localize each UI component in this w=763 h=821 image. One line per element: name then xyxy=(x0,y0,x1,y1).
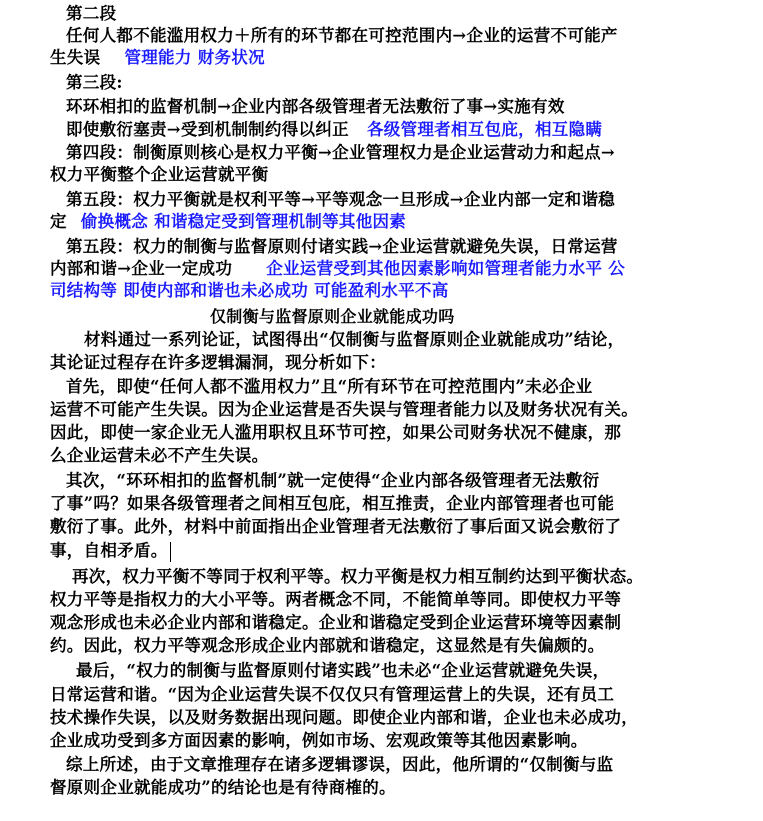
essay-line: 综上所述，由于文章推理存在诸多逻辑谬误，因此，他所谓的“仅制衡与监 xyxy=(66,755,614,774)
note-text: 定 xyxy=(50,212,67,231)
essay-line: 督原则企业就能成功”的结论也是有待商榷的。 xyxy=(50,778,396,797)
note-line xyxy=(50,211,406,233)
note-heading-3: 第三段: xyxy=(66,73,123,92)
note-line: 第五段：权力平衡就是权利平等→平等观念一旦形成→企业内部一定和谐稳 xyxy=(66,190,616,209)
text-cursor xyxy=(170,542,172,562)
essay-line: 了事”吗？如果各级管理者之间相互包庇，相互推责，企业内部管理者也可能 xyxy=(50,494,615,513)
note-line: 第四段：制衡原则核心是权力平衡→企业管理权力是企业运营动力和起点→ xyxy=(66,143,616,162)
essay-line: 么企业运营未必不产生失误。 xyxy=(50,446,269,465)
note-line: 权力平衡整个企业运营就平衡 xyxy=(50,165,269,184)
note-annotation: 各级管理者相互包庇，相互隐瞒 xyxy=(366,120,603,139)
essay-line: 因此，即使一家企业无人滥用职权且环节可控，如果公司财务状况不健康，那 xyxy=(50,423,622,442)
essay-line: 技术操作失误，以及财务数据出现问题。即使企业内部和谐，企业也未必成功， xyxy=(50,708,638,727)
essay-line: 日常运营和谐。“因为企业运营失误不仅仅只有管理运营上的失误，还有员工 xyxy=(50,685,615,704)
essay-line: 运营不可能产生失误。因为企业运营是否失误与管理者能力以及财务状况有关。 xyxy=(50,400,638,419)
essay-line: 其论证过程存在许多逻辑漏洞，现分析如下： xyxy=(50,353,386,372)
note-annotation: 管理能力 财务状况 xyxy=(124,48,265,67)
note-line xyxy=(50,258,625,280)
note-heading-2: 第二段 xyxy=(66,4,117,23)
note-annotation: 企业运营受到其他因素影响如管理者能力水平 公 xyxy=(266,259,626,278)
essay-line: 首先，即使“任何人都不滥用权力”且“所有环节在可控范围内”未必企业 xyxy=(66,377,593,396)
note-annotation: 司结构等 即使内部和谐也未必成功 可能盈利水平不高 xyxy=(50,281,449,300)
essay-line: 观念形成也未必企业内部和谐稳定。企业和谐稳定受到企业运营环境等因素制 xyxy=(50,613,622,632)
essay-text: 事，自相矛盾。 xyxy=(50,541,168,560)
note-line: 环环相扣的监督机制→企业内部各级管理者无法敷衍了事→实施有效 xyxy=(66,97,565,116)
note-line: 第五段：权力的制衡与监督原则付诸实践→企业运营就避免失误，日常运营 xyxy=(66,237,618,256)
note-text: 内部和谐→企业一定成功 xyxy=(50,259,233,278)
essay-line: 约。因此，权力平等观念形成企业内部就和谐稳定，这显然是有失偏颇的。 xyxy=(50,636,605,655)
note-annotation: 偷换概念 和谐稳定受到管理机制等其他因素 xyxy=(80,212,407,231)
essay-line: 再次，权力平衡不等同于权利平等。权力平衡是权力相互制约达到平衡状态。 xyxy=(72,567,644,586)
essay-line: 企业成功受到多方面因素的影响，例如市场、宏观政策等其他因素影响。 xyxy=(50,731,588,750)
note-line xyxy=(66,119,602,141)
note-line xyxy=(50,47,265,69)
essay-line: 权力平等是指权力的大小平等。两者概念不同，不能简单等同。即使权力平等 xyxy=(50,590,622,609)
note-line: 任何人都不能滥用权力＋所有的环节都在可控范围内→企业的运营不可能产 xyxy=(66,26,618,45)
essay-line: 材料通过一系列论证，试图得出“仅制衡与监督原则企业就能成功”结论， xyxy=(84,330,625,349)
essay-line: 其次，“环环相扣的监督机制”就一定使得“企业内部各级管理者无法敷衍 xyxy=(66,471,600,490)
essay-line: 最后，“权力的制衡与监督原则付诸实践”也未必“企业运营就避免失误， xyxy=(76,661,610,680)
essay-title: 仅制衡与监督原则企业就能成功吗 xyxy=(210,307,455,326)
note-text: 生失误 xyxy=(50,48,101,67)
essay-line xyxy=(50,540,171,562)
note-text: 即使敷衍塞责→受到机制制约得以纠正 xyxy=(66,120,349,139)
essay-line: 敷衍了事。此外，材料中前面指出企业管理者无法敷衍了事后面又说会敷衍了 xyxy=(50,517,622,536)
